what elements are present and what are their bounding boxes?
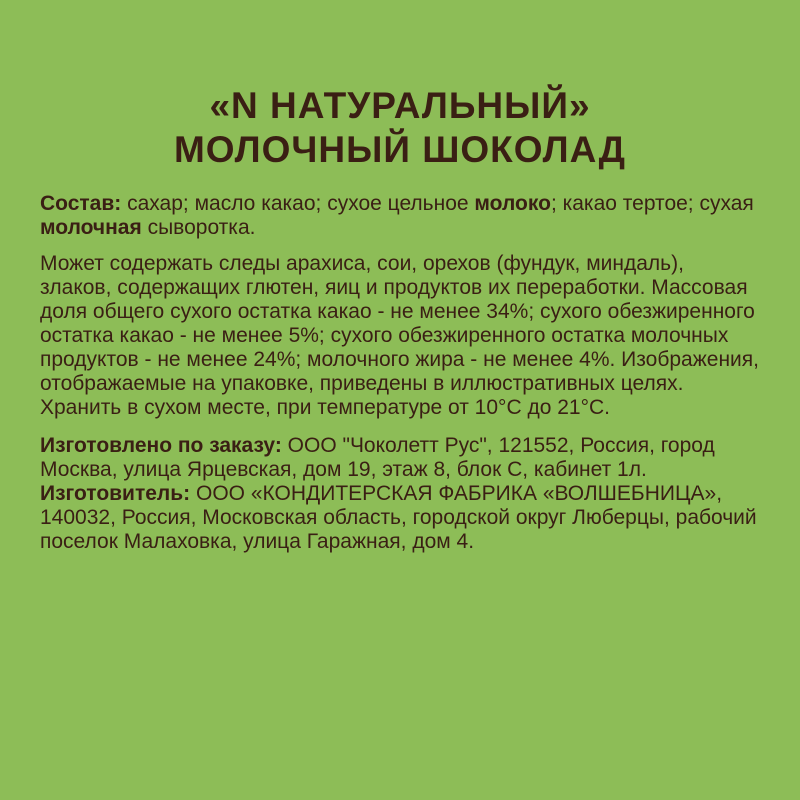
manufacturer-paragraph xyxy=(40,482,760,554)
product-title-line1: «N НАТУРАЛЬНЫЙ» xyxy=(209,85,591,126)
composition-paragraph xyxy=(40,192,760,240)
ordered-by-text: ООО "Чоколетт Рус", 121552, Россия, город Москва, улица Ярцевская, дом 19, этаж 8, блок С, кабинет 1л. xyxy=(40,434,715,481)
composition-milk-whey: молочная xyxy=(40,216,142,239)
ordered-by-label: Изготовлено по заказу: xyxy=(40,434,282,457)
composition-label: Состав: xyxy=(40,192,122,215)
manufacturer-text: ООО «КОНДИТЕРСКАЯ ФАБРИКА «ВОЛШЕБНИЦА», 140032, Россия, Московская область, городской округ Люберцы, рабочий поселок Малаховка, улица Гаражная, дом 4. xyxy=(40,482,757,553)
composition-text-1: сахар; масло какао; сухое цельное xyxy=(121,192,475,215)
ordered-by-paragraph xyxy=(40,434,760,482)
composition-milk: молоко xyxy=(474,192,551,215)
product-title xyxy=(40,0,760,172)
product-title-line2: МОЛОЧНЫЙ ШОКОЛАД xyxy=(173,129,627,170)
allergen-and-storage-paragraph: Может содержать следы арахиса, сои, орехов (фундук, миндаль), злаков, содержащих глютен, яиц и продуктов их переработки. Массовая доля общего сухого остатка какао - не менее 34%; сухого обезжиренного остатка какао - не менее 5%; сухого обезжиренного остатка молочных продуктов - не менее 24%; молочного жира - не менее 4%. Изображения, отображаемые на упаковке, приведены в иллюстративных целях. Хранить в сухом месте, при температуре от 10°C до 21°C. xyxy=(40,252,759,419)
composition-text-2: ; какао тертое; сухая xyxy=(550,192,754,215)
composition-text-3: сыворотка. xyxy=(141,216,256,239)
manufacturer-label: Изготовитель: xyxy=(40,482,191,505)
